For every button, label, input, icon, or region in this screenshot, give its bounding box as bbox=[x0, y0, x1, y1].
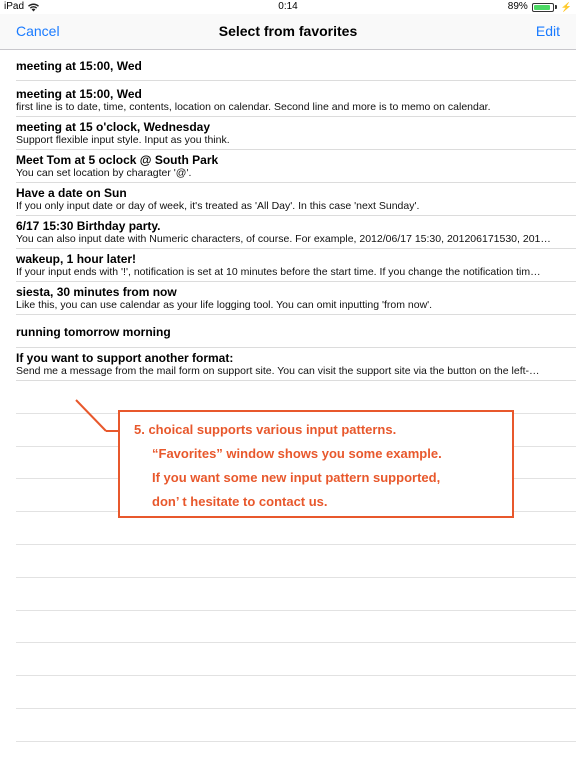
list-item[interactable] bbox=[16, 150, 576, 183]
item-title: 6/17 15:30 Birthday party. bbox=[16, 219, 161, 233]
empty-row bbox=[16, 611, 576, 644]
callout-line: 5. choical supports various input patterns. bbox=[134, 422, 397, 437]
list-item[interactable] bbox=[16, 183, 576, 216]
list-item[interactable] bbox=[16, 348, 576, 381]
item-detail: Like this, you can use calendar as your life logging tool. You can omit inputting 'from now'. bbox=[16, 299, 433, 311]
empty-row bbox=[16, 643, 576, 676]
item-title: wakeup, 1 hour later! bbox=[16, 252, 137, 266]
cancel-button[interactable]: Cancel bbox=[16, 23, 60, 39]
item-detail: If you only input date or day of week, it's treated as 'All Day'. In this case 'next Sunday'. bbox=[16, 200, 420, 212]
item-title: meeting at 15 o'clock, Wednesday bbox=[16, 120, 211, 134]
status-bar bbox=[0, 0, 576, 14]
empty-row bbox=[16, 545, 576, 578]
item-title: siesta, 30 minutes from now bbox=[16, 285, 177, 299]
item-detail: Support flexible input style. Input as you think. bbox=[16, 134, 230, 146]
item-detail: You can set location by charagter '@'. bbox=[16, 167, 192, 179]
item-detail: If your input ends with '!', notification is set at 10 minutes before the start time. If you change the notification tim… bbox=[16, 266, 541, 278]
status-time: 0:14 bbox=[278, 1, 298, 12]
empty-row bbox=[16, 676, 576, 709]
favorites-list bbox=[0, 50, 576, 742]
list-item[interactable] bbox=[16, 117, 576, 150]
list-item[interactable] bbox=[16, 50, 576, 81]
empty-row bbox=[16, 709, 576, 742]
callout-pointer-line bbox=[74, 398, 124, 434]
edit-button[interactable]: Edit bbox=[535, 23, 560, 39]
item-title: If you want to support another format: bbox=[16, 351, 234, 365]
callout-line: don’ t hesitate to contact us. bbox=[152, 494, 328, 509]
list-item[interactable] bbox=[16, 315, 576, 348]
callout-line: If you want some new input pattern supported, bbox=[152, 470, 441, 485]
charging-icon: ⚡ bbox=[560, 2, 572, 12]
battery-nub bbox=[555, 5, 557, 9]
callout-line: “Favorites” window shows you some example. bbox=[152, 446, 442, 461]
item-title: Have a date on Sun bbox=[16, 186, 127, 200]
item-title: Meet Tom at 5 oclock @ South Park bbox=[16, 153, 219, 167]
empty-row bbox=[16, 578, 576, 611]
item-detail: You can also input date with Numeric characters, of course. For example, 2012/06/17 15:30, 201206171530, 201… bbox=[16, 233, 551, 245]
list-item[interactable] bbox=[16, 249, 576, 282]
device-label: iPad bbox=[4, 1, 25, 12]
list-item[interactable] bbox=[16, 282, 576, 315]
list-item[interactable] bbox=[16, 216, 576, 249]
battery-icon bbox=[532, 3, 554, 12]
item-title: running tomorrow morning bbox=[16, 325, 171, 339]
page-title: Select from favorites bbox=[218, 23, 358, 39]
navigation-bar bbox=[0, 14, 576, 50]
item-title: meeting at 15:00, Wed bbox=[16, 87, 142, 101]
item-title: meeting at 15:00, Wed bbox=[16, 59, 142, 73]
callout-box bbox=[118, 410, 514, 518]
list-item[interactable] bbox=[16, 81, 576, 117]
item-detail: first line is to date, time, contents, location on calendar. Second line and more is to memo on calendar. bbox=[16, 101, 491, 113]
status-right bbox=[508, 0, 572, 14]
battery-percent: 89% bbox=[507, 1, 528, 12]
item-detail: Send me a message from the mail form on support site. You can visit the support site via the button on the left-… bbox=[16, 365, 540, 377]
